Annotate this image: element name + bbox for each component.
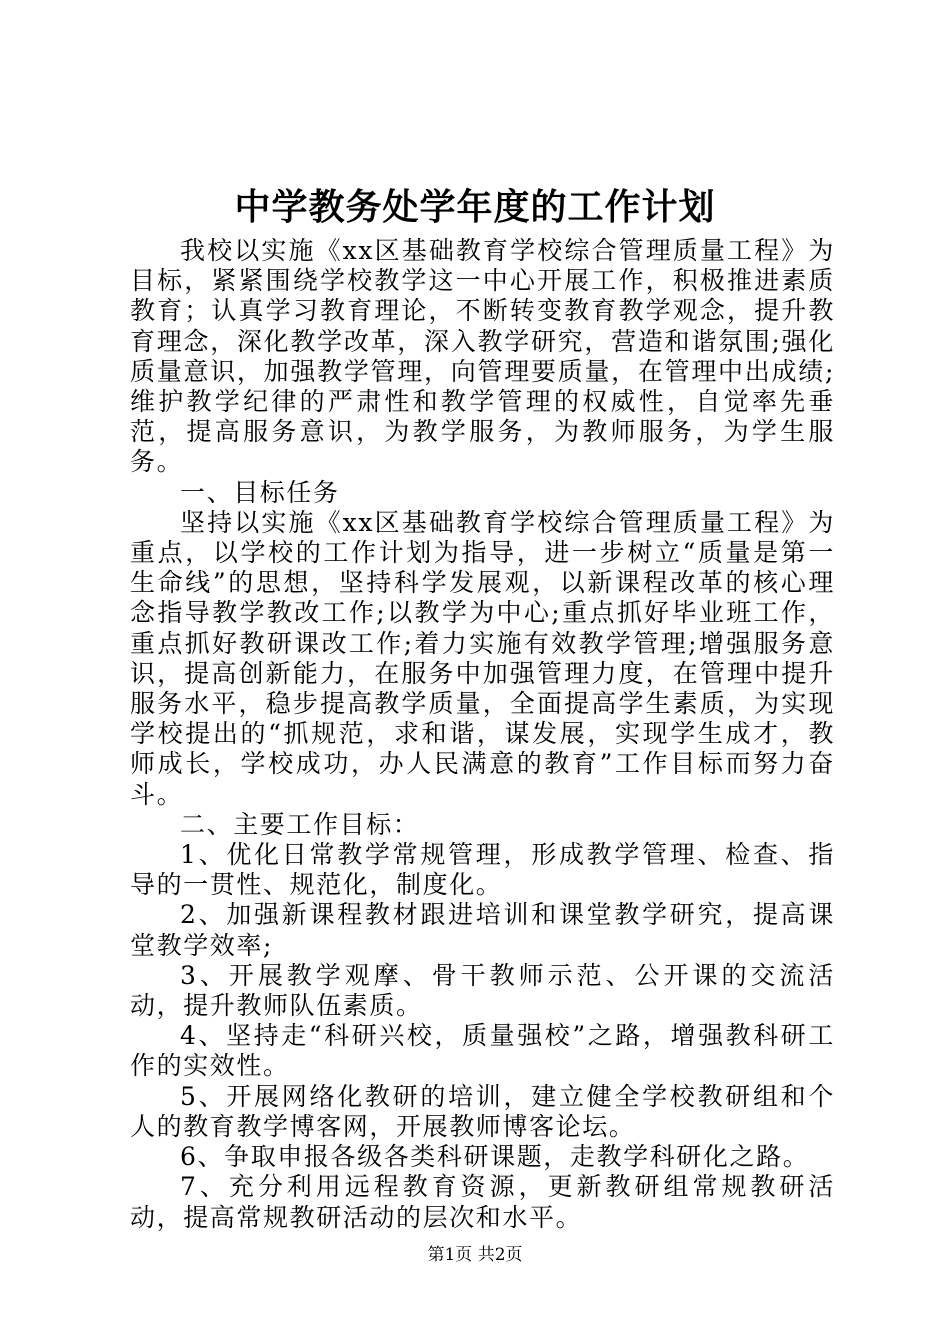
section-heading-goals: 一、目标任务 <box>180 477 340 507</box>
goals-paragraph: 坚持以实施《xx区基础教育学校综合管理质量工程》为重点，以学校的工作计划为指导，进一步树立“质量是第一生命线”的思想，坚持科学发展观，以新课程改革的核心理念指导教学教改工作;以教学为中心;重点抓好毕业班工作，重点抓好教研课改工作;着力实施有效教学管理;增强服务意识，提高创新能力，在服务中加强管理力度，在管理中提升服务水平，稳步提高教学质量，全面提高学生素质，为实现学校提出的“抓规范，求和谐，谋发展，实现学生成才，教师成长，学校成功，办人民满意的教育”工作目标而努力奋斗。 <box>130 507 835 809</box>
list-item: 3、开展教学观摩、骨干教师示范、公开课的交流活动，提升教师队伍素质。 <box>130 960 835 1021</box>
list-item: 2、加强新课程教材跟进培训和课堂教学研究，提高课堂教学效率; <box>130 900 835 960</box>
list-item: 4、坚持走“科研兴校，质量强校”之路，增强教科研工作的实效性。 <box>130 1021 835 1081</box>
section-heading-main-targets: 二、主要工作目标： <box>180 809 420 839</box>
document-title: 中学教务处学年度的工作计划 <box>234 186 716 228</box>
list-item: 5、开展网络化教研的培训，建立健全学校教研组和个人的教育教学博客网，开展教师博客论坛。 <box>130 1081 835 1141</box>
list-item: 1、优化日常教学常规管理，形成教学管理、检查、指导的一贯性、规范化，制度化。 <box>130 840 835 900</box>
document-body <box>130 236 835 1233</box>
list-item: 7、充分利用远程教育资源，更新教研组常规教研活动，提高常规教研活动的层次和水平。 <box>130 1172 835 1232</box>
list-item: 6、争取申报各级各类科研课题，走教学科研化之路。 <box>180 1142 810 1172</box>
page-number-footer: 第1页 共2页 <box>427 1245 523 1265</box>
intro-paragraph: 我校以实施《xx区基础教育学校综合管理质量工程》为目标，紧紧围绕学校教学这一中心开展工作，积极推进素质教育；认真学习教育理论，不断转变教育教学观念，提升教育理念，深化教学改革，深入教学研究，营造和谐氛围;强化质量意识，加强教学管理，向管理要质量，在管理中出成绩;维护教学纪律的严肃性和教学管理的权威性，自觉率先垂范，提高服务意识，为教学服务，为教师服务，为学生服务。 <box>130 236 835 477</box>
